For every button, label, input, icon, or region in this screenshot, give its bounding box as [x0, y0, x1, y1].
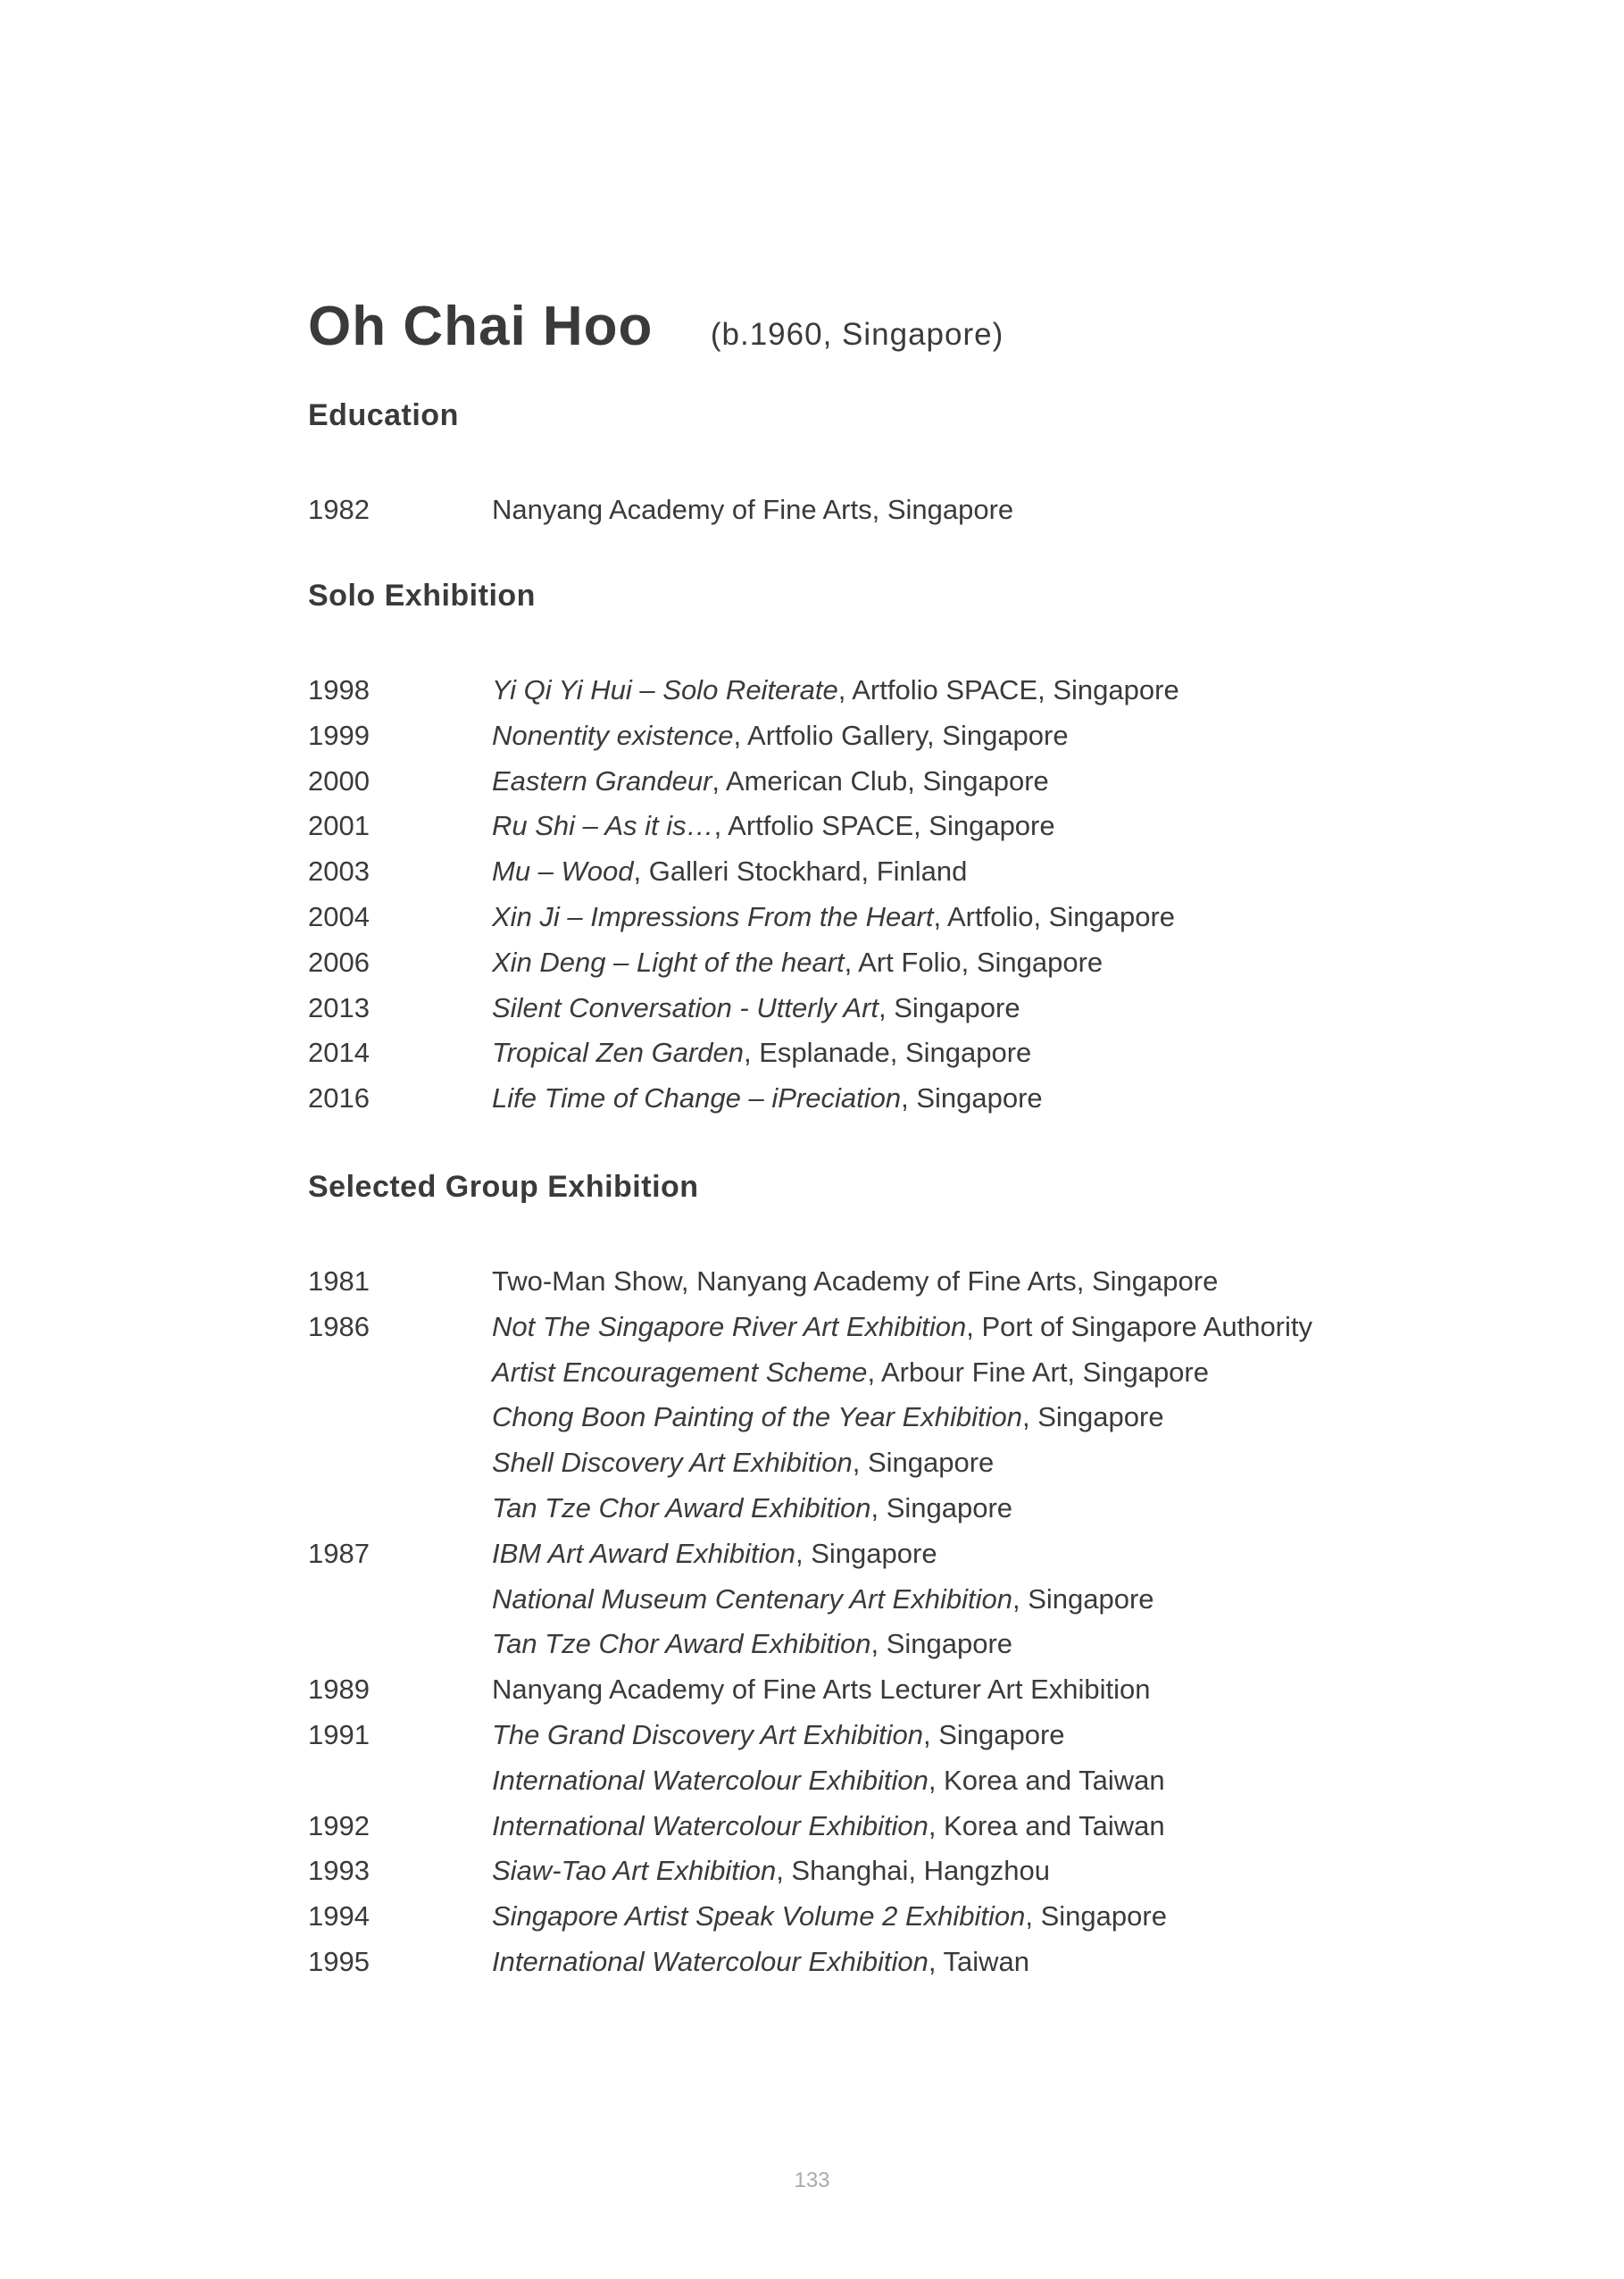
entry-text [492, 488, 1013, 533]
exhibition-title: Singapore Artist Speak Volume 2 Exhibition [492, 1900, 1026, 1933]
exhibition-detail: , Singapore [901, 1082, 1043, 1114]
exhibition-detail: , Singapore [922, 1718, 1065, 1750]
entry-text [492, 1486, 1012, 1532]
exhibition-detail: , Singapore [1022, 1401, 1164, 1433]
exhibition-detail: , Singapore [1025, 1900, 1167, 1933]
entry-year: 1994 [308, 1900, 370, 1933]
entry-text [492, 940, 1103, 986]
exhibition-detail: , Galleri Stockhard, Finland [633, 856, 968, 888]
exhibition-detail: , American Club, Singapore [712, 764, 1049, 797]
entry-text [492, 1940, 1029, 1985]
entry-year: 2004 [308, 900, 370, 932]
entry-year: 1992 [308, 1809, 370, 1841]
entry-year: 1987 [308, 1537, 370, 1569]
exhibition-detail: , Singapore [1012, 1582, 1154, 1615]
exhibition-detail: , Port of Singapore Authority [966, 1310, 1313, 1342]
entry-year: 1999 [308, 719, 370, 751]
exhibition-title: Ru Shi – As it is… [492, 810, 714, 842]
exhibition-detail: , Taiwan [928, 1945, 1029, 1977]
entry-text [492, 1395, 1164, 1440]
exhibition-title: Artist Encouragement Scheme [492, 1356, 868, 1388]
entry-year: 2016 [308, 1082, 370, 1114]
entry-text [492, 1350, 1209, 1396]
exhibition-detail: , Artfolio Gallery, Singapore [733, 719, 1069, 751]
exhibition-detail: , Artfolio SPACE, Singapore [837, 674, 1179, 705]
exhibition-title: Not The Singapore River Art Exhibition [492, 1310, 967, 1342]
exhibition-title: Silent Conversation - Utterly Art [492, 991, 879, 1023]
exhibition-title: Xin Ji – Impressions From the Heart [492, 900, 934, 932]
exhibition-detail: , Artfolio SPACE, Singapore [713, 810, 1055, 842]
artist-header [308, 295, 1004, 375]
exhibition-title: Tropical Zen Garden [492, 1037, 744, 1069]
exhibition-detail: , Singapore [852, 1447, 995, 1479]
entry-year: 2013 [308, 991, 370, 1023]
exhibition-detail: , Singapore [870, 1628, 1013, 1660]
entry-text [492, 1259, 1218, 1305]
group-exhibition-heading: Selected Group Exhibition [308, 1170, 699, 1204]
entry-year: 2003 [308, 856, 370, 888]
entry-text [492, 804, 1055, 849]
exhibition-title: International Watercolour Exhibition [492, 1945, 929, 1977]
entry-text [492, 1532, 937, 1577]
entry-text [492, 1305, 1312, 1350]
entry-text [492, 1440, 994, 1486]
exhibition-detail: , Korea and Taiwan [928, 1809, 1165, 1841]
entry-year: 1995 [308, 1945, 370, 1977]
entry-year: 2000 [308, 764, 370, 797]
entry-text [492, 1076, 1043, 1122]
exhibition-title: Xin Deng – Light of the heart [492, 946, 845, 978]
page-number: 133 [794, 2168, 830, 2192]
entry-text [492, 1894, 1167, 1940]
entry-text [492, 986, 1020, 1031]
entry-year: 1986 [308, 1310, 370, 1342]
exhibition-detail: , Korea and Taiwan [928, 1764, 1165, 1796]
exhibition-detail: , Shanghai, Hangzhou [776, 1855, 1050, 1887]
exhibition-title: National Museum Centenary Art Exhibition [492, 1582, 1012, 1615]
artist-birth-info: (b.1960, Singapore) [710, 317, 1004, 352]
entry-year: 1989 [308, 1674, 370, 1706]
exhibition-title: Nonentity existence [492, 719, 734, 751]
exhibition-title: Tan Tze Chor Award Exhibition [492, 1628, 871, 1660]
entry-year: 1998 [308, 674, 370, 705]
entry-year: 1982 [308, 494, 370, 525]
exhibition-detail: Nanyang Academy of Fine Arts, Singapore [492, 494, 1014, 525]
exhibition-title: International Watercolour Exhibition [492, 1764, 929, 1796]
exhibition-title: Siaw-Tao Art Exhibition [492, 1855, 777, 1887]
entry-text [492, 1577, 1154, 1623]
solo-exhibition-heading: Solo Exhibition [308, 579, 536, 613]
entry-text [492, 849, 967, 895]
exhibition-detail: , Art Folio, Singapore [844, 946, 1103, 978]
entry-text [492, 1849, 1050, 1894]
exhibition-title: Yi Qi Yi Hui – Solo Reiterate [492, 674, 838, 705]
exhibition-title: Mu – Wood [492, 856, 634, 888]
exhibition-title: International Watercolour Exhibition [492, 1809, 929, 1841]
exhibition-title: Tan Tze Chor Award Exhibition [492, 1491, 871, 1524]
exhibition-title: IBM Art Award Exhibition [492, 1537, 795, 1569]
entry-text [492, 714, 1069, 759]
exhibition-detail: , Singapore [870, 1491, 1013, 1524]
entry-text [492, 1713, 1065, 1758]
entry-text [492, 1758, 1165, 1804]
entry-year: 1981 [308, 1265, 370, 1297]
exhibition-title: Eastern Grandeur [492, 764, 712, 797]
exhibition-title: Shell Discovery Art Exhibition [492, 1447, 853, 1479]
entry-year: 1993 [308, 1855, 370, 1887]
exhibition-detail: Nanyang Academy of Fine Arts Lecturer Art Exhibition [492, 1674, 1151, 1706]
exhibition-detail: , Arbour Fine Art, Singapore [867, 1356, 1209, 1388]
exhibition-title: The Grand Discovery Art Exhibition [492, 1718, 923, 1750]
exhibition-title: Life Time of Change – iPreciation [492, 1082, 902, 1114]
entry-text [492, 1667, 1151, 1713]
exhibition-detail: , Esplanade, Singapore [744, 1037, 1032, 1069]
exhibition-title: Chong Boon Painting of the Year Exhibition [492, 1401, 1023, 1433]
entry-year: 2001 [308, 810, 370, 842]
entry-text [492, 759, 1049, 805]
exhibition-detail: , Singapore [795, 1537, 937, 1569]
entry-year: 2006 [308, 946, 370, 978]
exhibition-detail: , Artfolio, Singapore [933, 900, 1176, 932]
artist-name: Oh Chai Hoo [308, 296, 654, 357]
entry-year: 2014 [308, 1037, 370, 1069]
education-heading: Education [308, 398, 459, 432]
entry-text [492, 668, 1179, 714]
entry-text [492, 1804, 1165, 1849]
entry-text [492, 895, 1175, 940]
entry-text [492, 1031, 1031, 1076]
exhibition-detail: Two-Man Show, Nanyang Academy of Fine Arts, Singapore [492, 1265, 1219, 1297]
entry-year: 1991 [308, 1718, 370, 1750]
entry-text [492, 1622, 1012, 1667]
exhibition-detail: , Singapore [879, 991, 1020, 1023]
